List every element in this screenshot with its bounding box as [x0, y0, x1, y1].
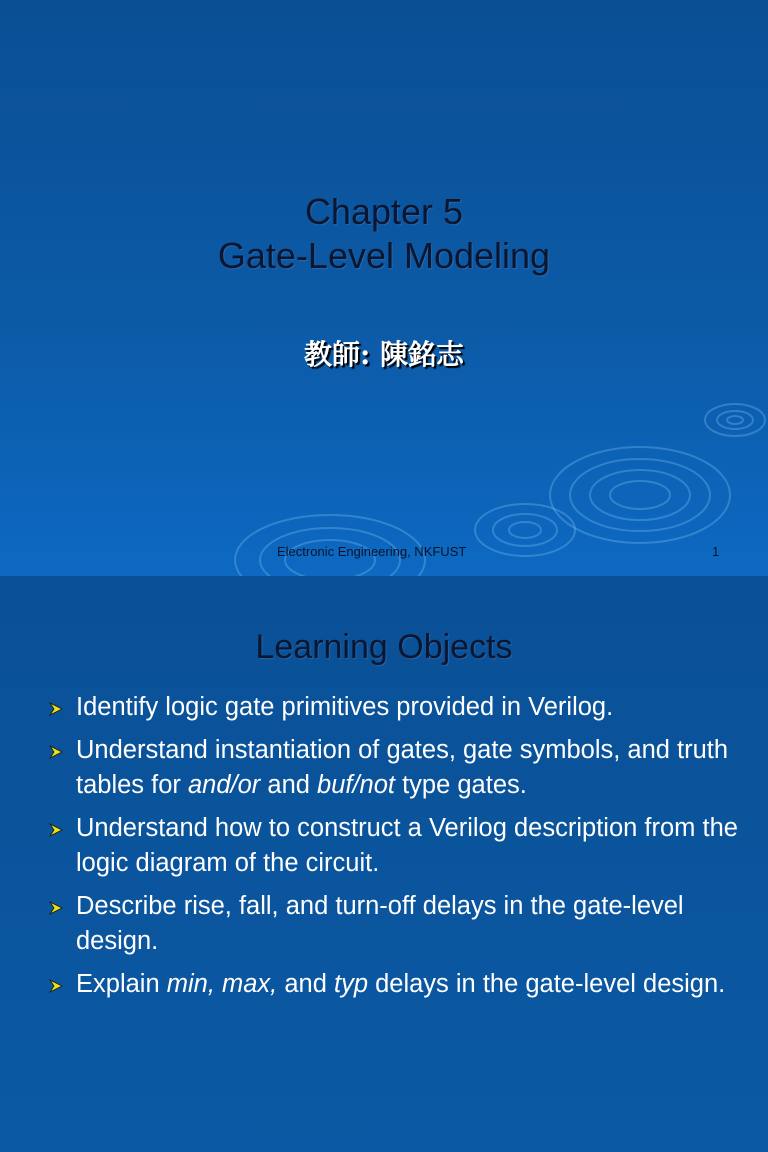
bullet-emphasis: min, max, [166, 970, 278, 998]
bullet-item [48, 811, 748, 881]
bullet-emphasis: typ [333, 970, 369, 998]
bullet-item [48, 690, 748, 725]
bullet-text: delays in the gate-level design. [368, 970, 726, 998]
bullet-item [48, 967, 748, 1002]
instructor-name: 教師: 陳銘志 [303, 338, 465, 371]
bullet-text: Understand how to construct a Verilog description from the logic diagram of the circuit. [76, 814, 738, 877]
arrow-bullet-icon [48, 967, 66, 1002]
slide-title [0, 190, 768, 278]
bullet-text: and [260, 771, 318, 799]
arrow-bullet-icon [48, 733, 66, 768]
bullet-text: Identify logic gate primitives provided in Verilog. [76, 693, 614, 721]
slide-footer: Electronic Engineering, NKFUST [277, 544, 467, 559]
bullet-item [48, 733, 748, 803]
arrow-bullet-icon [48, 889, 66, 924]
bullet-text: and [277, 970, 334, 998]
arrow-bullet-icon [48, 690, 66, 725]
bullet-text: type gates. [395, 771, 527, 799]
bullet-emphasis: buf/not [317, 771, 395, 799]
title-line-2: Gate-Level Modeling [217, 235, 551, 276]
bullet-text: Describe rise, fall, and turn-off delays in the gate-level design. [76, 892, 684, 955]
page-number: 1 [712, 544, 720, 559]
bullet-text: Explain [76, 970, 167, 998]
arrow-bullet-icon [48, 811, 66, 846]
bullet-emphasis: and/or [187, 771, 261, 799]
bullet-text: Understand instantiation of gates, gate symbols, and truth tables for [76, 736, 729, 799]
bullet-list [48, 690, 748, 1010]
bullet-item [48, 889, 748, 959]
slide-title: Learning Objects [255, 628, 513, 666]
title-line-1: Chapter 5 [304, 191, 464, 232]
